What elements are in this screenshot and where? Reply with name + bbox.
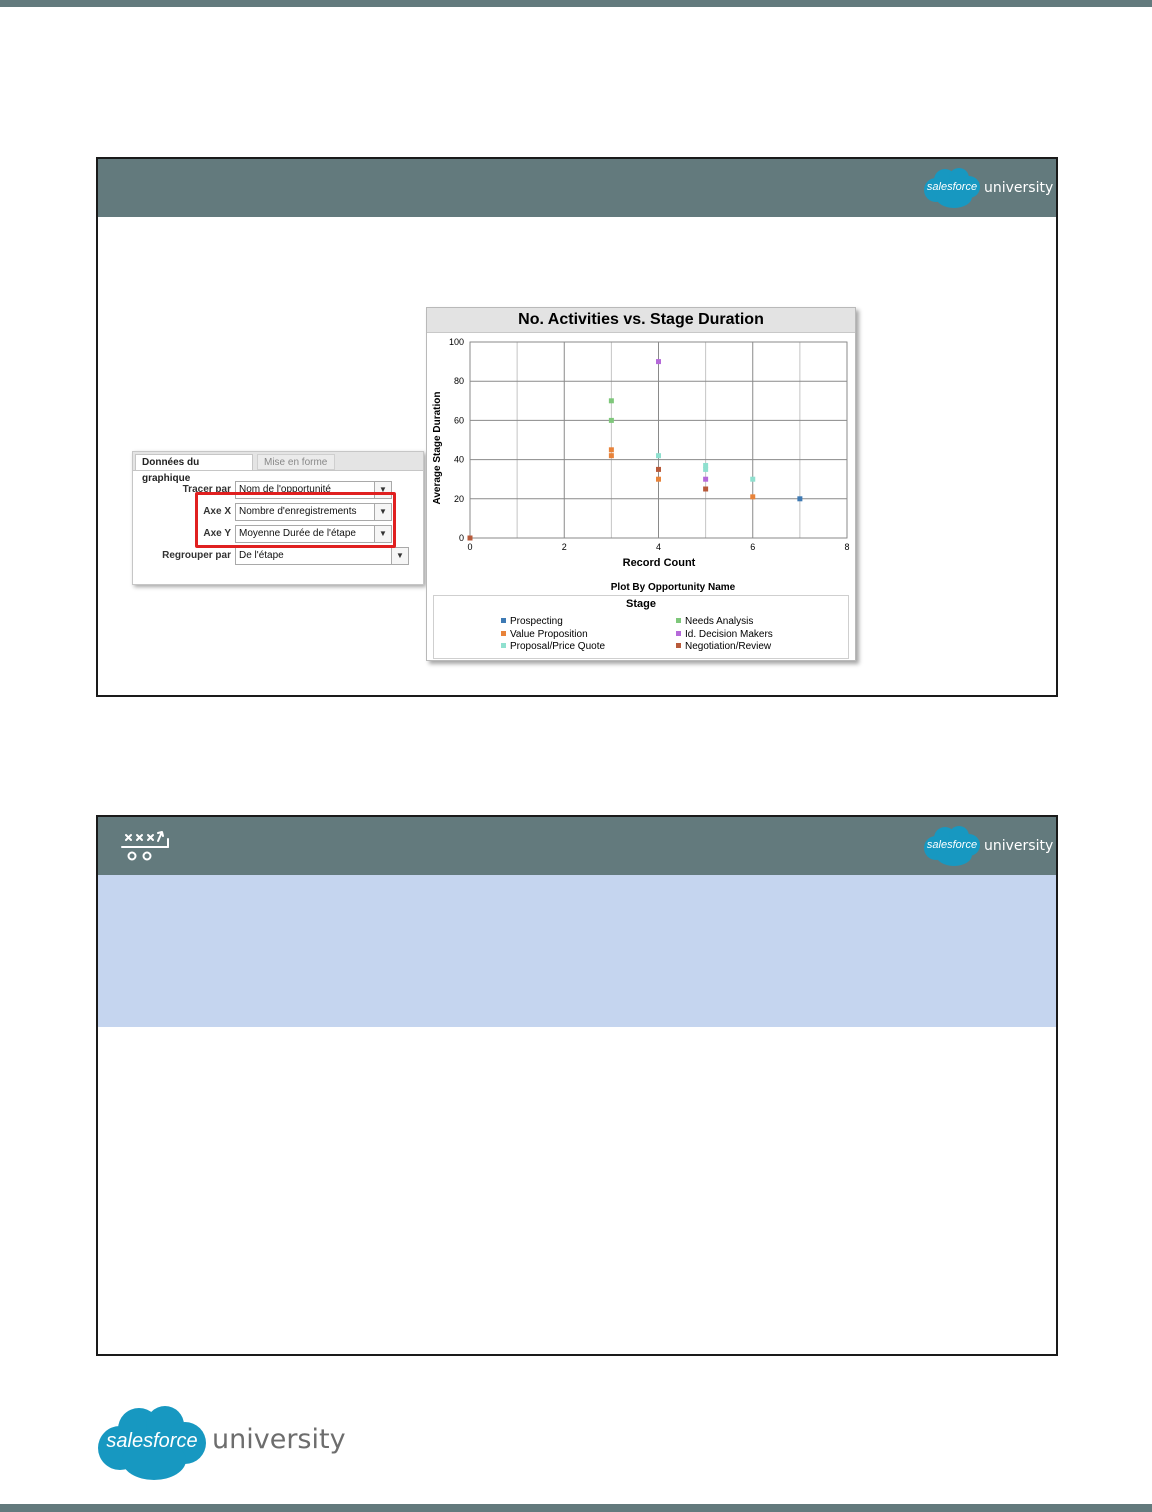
salesforce-cloud-icon (96, 1404, 208, 1480)
chart-title: No. Activities vs. Stage Duration (427, 308, 855, 333)
x-tick-label: 2 (561, 542, 567, 552)
chevron-down-icon[interactable]: ▼ (391, 548, 408, 564)
point-needs-analysis (609, 418, 614, 423)
legend-swatch (501, 631, 506, 636)
group-by-row (133, 547, 423, 565)
logo-suffix-text: university (212, 1423, 346, 1455)
point-negotiation-review (468, 536, 473, 541)
legend-swatch (676, 643, 681, 648)
plot-by-value: Nom de l'opportunité (239, 484, 331, 495)
legend-swatch (676, 631, 681, 636)
legend-label: Proposal/Price Quote (510, 641, 606, 652)
legend-swatch (501, 643, 506, 648)
y-tick-label: 40 (453, 454, 464, 465)
scatter-chart (427, 333, 855, 595)
point-value-proposition (656, 477, 661, 482)
group-by-select[interactable] (235, 547, 409, 565)
bottom-bar (0, 1504, 1152, 1512)
y-tick-label: 60 (453, 415, 464, 426)
top-bar (0, 0, 1152, 7)
scatter-chart-panel (426, 307, 856, 661)
settings-tab-strip (133, 452, 423, 484)
chevron-down-icon[interactable]: ▼ (374, 504, 391, 520)
legend-item-proposal (501, 641, 605, 653)
salesforce-university-logo (922, 166, 1053, 210)
axis-highlight-box (195, 492, 396, 548)
point-id-decision-makers (703, 477, 708, 482)
x-axis-value: Nombre d'enregistrements (239, 506, 357, 517)
point-proposal-price-quote (750, 477, 755, 482)
logo-suffix-text: university (984, 838, 1054, 854)
legend-label: Needs Analysis (685, 616, 754, 627)
point-negotiation-review (703, 487, 708, 492)
logo-brand-text: salesforce (106, 1430, 198, 1452)
point-prospecting (797, 496, 802, 501)
legend-title: Stage (626, 598, 656, 610)
chevron-down-icon[interactable]: ▼ (374, 526, 391, 542)
y-tick-label: 80 (453, 376, 464, 387)
salesforce-cloud-icon (922, 166, 982, 210)
point-value-proposition (609, 453, 614, 458)
chevron-down-icon[interactable]: ▼ (374, 482, 391, 498)
salesforce-cloud-icon (922, 824, 982, 868)
slide-2 (96, 815, 1058, 1356)
slide-2-header (98, 817, 1056, 875)
point-proposal-price-quote (703, 467, 708, 472)
x-tick-label: 4 (655, 542, 662, 552)
logo-brand-text: salesforce (926, 839, 978, 851)
legend-item-needs-analysis (676, 616, 753, 628)
y-axis-value: Moyenne Durée de l'étape (239, 528, 356, 539)
x-axis-label: Axe X (203, 506, 231, 517)
y-tick-label: 20 (453, 493, 464, 504)
legend-item-value-proposition (501, 629, 588, 641)
legend-label: Value Proposition (510, 629, 588, 640)
legend-swatch (676, 618, 681, 623)
chart-settings-panel (132, 451, 424, 585)
y-axis-title: Average Stage Duration (432, 391, 443, 505)
chart-legend (433, 595, 849, 659)
legend-swatch (501, 618, 506, 623)
legend-label: Prospecting (510, 616, 563, 627)
point-value-proposition (609, 447, 614, 452)
slide-1-header (98, 159, 1056, 217)
group-by-label: Regrouper par (162, 550, 231, 561)
legend-label: Negotiation/Review (685, 641, 772, 652)
legend-item-negotiation (676, 641, 771, 653)
legend-item-prospecting (501, 616, 563, 628)
point-value-proposition (750, 494, 755, 499)
point-negotiation-review (656, 467, 661, 472)
point-id-decision-makers (656, 359, 661, 364)
point-proposal-price-quote (656, 453, 661, 458)
tab-chart-data[interactable]: Données du graphique (135, 454, 253, 470)
legend-label: Id. Decision Makers (685, 629, 773, 640)
y-tick-label: 100 (448, 337, 464, 347)
logo-suffix-text: university (984, 180, 1054, 196)
legend-item-decision-makers (676, 629, 773, 641)
y-axis-label: Axe Y (203, 528, 231, 539)
group-by-value: De l'étape (239, 550, 284, 561)
highlight-band (98, 875, 1056, 1027)
playbook-icon (120, 829, 172, 863)
x-tick-label: 0 (467, 542, 473, 552)
logo-brand-text: salesforce (926, 181, 978, 193)
salesforce-university-logo (922, 824, 1053, 868)
point-needs-analysis (609, 398, 614, 403)
plot-by-caption: Plot By Opportunity Name (610, 582, 736, 593)
x-tick-label: 6 (750, 542, 756, 552)
y-tick-label: 0 (458, 533, 464, 543)
plot-by-label: Tracer par (182, 484, 231, 495)
footer-salesforce-university-logo (96, 1404, 346, 1480)
tab-formatting[interactable]: Mise en forme (257, 454, 335, 470)
slide-1 (96, 157, 1058, 697)
x-tick-label: 8 (844, 542, 850, 552)
x-axis-title: Record Count (622, 557, 696, 569)
